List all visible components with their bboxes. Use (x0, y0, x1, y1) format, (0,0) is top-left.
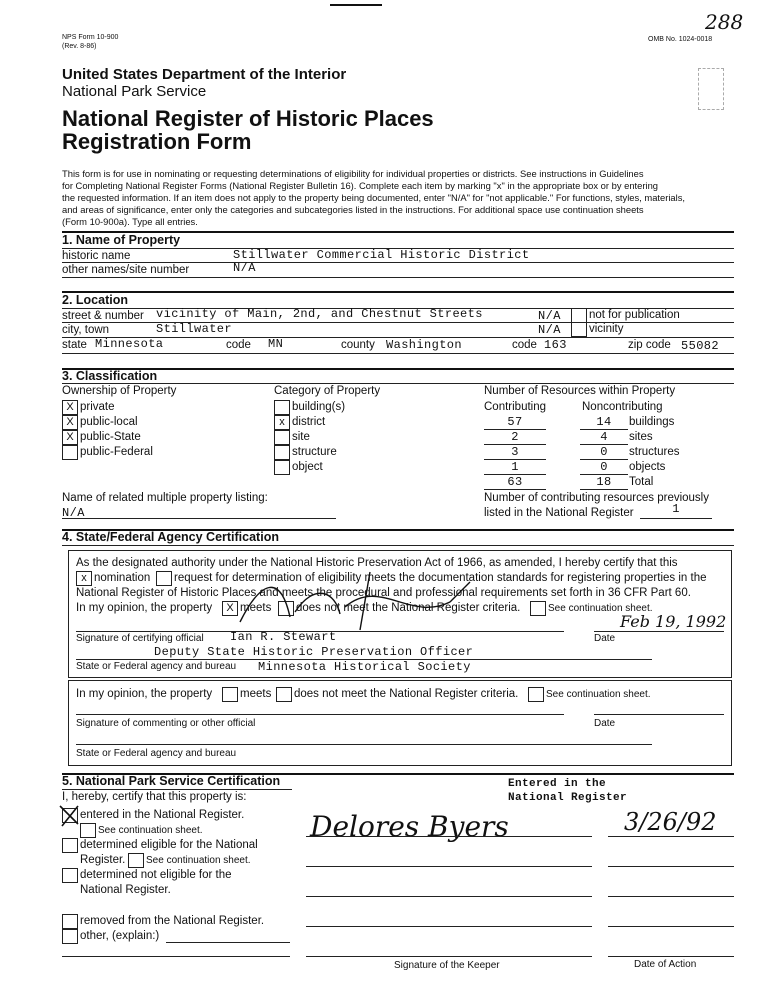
contributing-sites[interactable]: 2 (511, 430, 519, 444)
does-not-meet2-label: does not meet the National Register criteria. (294, 688, 519, 700)
officer-title: Deputy State Historic Preservation Officer (154, 645, 474, 659)
rule (62, 353, 734, 354)
ownership-public-local-checkbox[interactable]: X (62, 415, 78, 430)
rule (76, 744, 652, 745)
resources-heading: Number of Resources within Property (484, 385, 676, 397)
removed-checkbox[interactable] (62, 914, 78, 929)
comment-signature-label: Signature of commenting or other official (76, 718, 256, 729)
city-label: city, town (62, 324, 110, 336)
omb-number: OMB No. 1024-0018 (648, 36, 713, 43)
rule (62, 518, 336, 519)
removed-label: removed from the National Register. (80, 915, 265, 927)
meets-checkbox[interactable]: X (222, 601, 238, 616)
national-register-label: listed in the National Register (484, 507, 634, 519)
other-names-label: other names/site number (62, 264, 190, 276)
not-eligible-checkbox[interactable] (62, 868, 78, 883)
request-checkbox[interactable] (156, 571, 172, 586)
rule (62, 545, 734, 546)
ownership-public-state-checkbox[interactable]: X (62, 430, 78, 445)
rule (608, 926, 734, 927)
keeper-signature: Delores Byers (310, 810, 509, 843)
rule (62, 956, 290, 957)
entered-label: entered in the National Register. (80, 809, 245, 821)
category-heading: Category of Property (274, 385, 381, 397)
street-value[interactable]: vicinity of Main, 2nd, and Chestnut Streets (156, 307, 483, 321)
previously-listed-value[interactable]: 1 (672, 502, 680, 516)
faint-stamp-mark (698, 68, 724, 110)
county-value[interactable]: Washington (386, 338, 463, 352)
register2-label: National Register. (80, 884, 171, 896)
nomination-checkbox[interactable]: x (76, 571, 92, 586)
street-na: N/A (538, 309, 561, 323)
rule (306, 866, 592, 867)
noncontributing-buildings[interactable]: 14 (596, 415, 612, 429)
date2-label: Date (594, 718, 616, 729)
meets2-checkbox[interactable] (222, 687, 238, 702)
rule (306, 926, 592, 927)
noncontributing-structures[interactable]: 0 (600, 445, 608, 459)
city-na: N/A (538, 323, 561, 337)
form-number: NPS Form 10-900 (62, 34, 119, 41)
rule (608, 956, 734, 957)
nps-intro: I, hereby, certify that this property is: (62, 791, 247, 803)
contributing-structures[interactable]: 3 (511, 445, 519, 459)
form-title: National Register of Historic Places (62, 106, 434, 131)
service-name: National Park Service (62, 83, 207, 100)
nomination-label: nomination (94, 572, 151, 584)
noncontributing-total[interactable]: 18 (596, 475, 612, 489)
form-revision: (Rev. 8-86) (62, 43, 97, 50)
keeper-signature-label: Signature of the Keeper (394, 960, 500, 971)
city-value[interactable]: Stillwater (156, 322, 233, 336)
rule (484, 489, 546, 490)
see-continuation2-checkbox[interactable] (528, 687, 544, 702)
rule (306, 836, 592, 837)
rule (580, 489, 628, 490)
rule (76, 714, 564, 715)
other-checkbox[interactable] (62, 929, 78, 944)
resource-label-sites: sites (629, 431, 653, 443)
resource-label-objects: objects (629, 461, 666, 473)
historic-name-value[interactable]: Stillwater Commercial Historic District (233, 248, 530, 262)
ownership-public-federal-checkbox[interactable] (62, 445, 78, 460)
category-structure-label: structure (292, 446, 337, 458)
not-for-publication-label: not for publication (589, 309, 680, 321)
handwritten-ref-number: 288 (705, 10, 744, 34)
contributing-total[interactable]: 63 (507, 475, 523, 489)
certifying-signature-scrawl (220, 562, 480, 632)
certification-text-line1: As the designated authority under the National Historic Preservation Act of 1966, as amended, I hereby certify that this (76, 557, 678, 569)
category-site-label: site (292, 431, 310, 443)
state-label: state (62, 339, 87, 351)
street-label: street & number (62, 310, 144, 322)
rule (594, 714, 724, 715)
department-name: United States Department of the Interior (62, 66, 347, 83)
county-code-label: code (512, 339, 537, 351)
certifying-official-name: Ian R. Stewart (230, 630, 337, 644)
top-scan-mark (330, 4, 382, 6)
ownership-private-label: private (80, 401, 115, 413)
rule (640, 518, 712, 519)
meets-label: meets (240, 602, 272, 614)
entered-see-continuation-checkbox[interactable] (80, 823, 96, 838)
bureau2-label: State or Federal agency and bureau (76, 748, 237, 759)
rule (306, 956, 592, 957)
resource-label-buildings: buildings (629, 416, 675, 428)
category-object-label: object (292, 461, 323, 473)
resource-label-total: Total (629, 476, 654, 488)
does-not-meet-label: does not meet the National Register criteria. (296, 602, 521, 614)
see-continuation-checkbox[interactable] (530, 601, 546, 616)
date-label: Date (594, 633, 616, 644)
entered-see-continuation-label: See continuation sheet. (98, 825, 203, 836)
section-1-title: 1. Name of Property (62, 233, 181, 247)
ownership-heading: Ownership of Property (62, 385, 177, 397)
state-code-label: code (226, 339, 251, 351)
see-continuation-label: See continuation sheet. (548, 603, 653, 614)
determined-eligible-checkbox[interactable] (62, 838, 78, 853)
category-site-checkbox[interactable] (274, 430, 290, 445)
rule (62, 262, 734, 263)
multiple-property-value[interactable]: N/A (62, 506, 85, 520)
request-label: request for determination of eligibility meets the documentation standards for registering properties in the (174, 572, 707, 584)
section-5-title: 5. National Park Service Certification (62, 774, 281, 788)
state-value[interactable]: Minnesota (95, 337, 164, 351)
section-4-title: 4. State/Federal Agency Certification (62, 530, 279, 544)
rule (62, 383, 734, 384)
rule (166, 942, 290, 943)
date-of-action-value: 3/26/92 (624, 808, 717, 836)
county-label: county (341, 339, 375, 351)
ownership-private-checkbox[interactable]: X (62, 400, 78, 415)
section-2-rule (62, 291, 734, 293)
ownership-public-local-label: public-local (80, 416, 138, 428)
eligible-see-continuation-label: See continuation sheet. (146, 855, 251, 866)
zip-value[interactable]: 55082 (681, 339, 720, 353)
does-not-meet2-checkbox[interactable] (276, 687, 292, 702)
rule (594, 631, 724, 632)
rule (62, 789, 292, 790)
register-label: Register. (80, 854, 126, 866)
form-subtitle: Registration Form (62, 129, 252, 154)
meets2-label: meets (240, 688, 272, 700)
date-of-action-label: Date of Action (634, 959, 697, 970)
determined-eligible-label: determined eligible for the National (80, 839, 258, 851)
county-code-value[interactable]: 163 (544, 338, 567, 352)
rule (306, 896, 592, 897)
ownership-public-federal-label: public-Federal (80, 446, 153, 458)
bureau-label: State or Federal agency and bureau (76, 661, 237, 672)
rule (62, 277, 734, 278)
vicinity-label: vicinity (589, 323, 624, 335)
category-structure-checkbox[interactable] (274, 445, 290, 460)
contributing-buildings[interactable]: 57 (507, 415, 523, 429)
section-2-title: 2. Location (62, 293, 128, 307)
category-district-checkbox[interactable]: x (274, 415, 290, 430)
noncontributing-heading: Noncontributing (582, 401, 663, 413)
contributing-objects[interactable]: 1 (511, 460, 519, 474)
rule (76, 631, 564, 632)
previously-listed-label: Number of contributing resources previously (484, 492, 709, 504)
certification-text-line3: National Register of Historic Places and meets the procedural and professional requirements set forth in 36 CFR Part 60. (76, 587, 691, 599)
other-names-value[interactable]: N/A (233, 261, 256, 275)
signature-label: Signature of certifying official (76, 633, 204, 644)
not-eligible-label: determined not eligible for the (80, 869, 232, 881)
state-code-value[interactable]: MN (268, 337, 284, 351)
certification-date-value: Feb 19, 1992 (620, 612, 727, 631)
entered-stamp-line2: National Register (508, 792, 628, 804)
section-3-title: 3. Classification (62, 369, 158, 383)
ownership-public-state-label: public-State (80, 431, 141, 443)
entered-stamp-line1: Entered in the (508, 778, 607, 790)
resource-label-structures: structures (629, 446, 680, 458)
rule (608, 836, 734, 837)
category-object-checkbox[interactable] (274, 460, 290, 475)
entered-check-mark (56, 802, 82, 828)
opinion2-label: In my opinion, the property (76, 688, 213, 700)
eligible-see-continuation-checkbox[interactable] (128, 853, 144, 868)
rule (608, 896, 734, 897)
category-building-label: building(s) (292, 401, 346, 413)
not-for-publication-checkbox[interactable] (571, 308, 587, 323)
see-continuation2-label: See continuation sheet. (546, 689, 651, 700)
bureau-value: Minnesota Historical Society (258, 660, 471, 674)
opinion-label: In my opinion, the property (76, 602, 213, 614)
contributing-heading: Contributing (484, 401, 547, 413)
section-3-rule (62, 368, 734, 370)
category-building-checkbox[interactable] (274, 400, 290, 415)
noncontributing-sites[interactable]: 4 (600, 430, 608, 444)
zip-label: zip code (628, 339, 671, 351)
vicinity-checkbox[interactable] (571, 322, 587, 337)
other-label: other, (explain:) (80, 930, 160, 942)
category-district-label: district (292, 416, 326, 428)
multiple-property-label: Name of related multiple property listing: (62, 492, 268, 504)
historic-name-label: historic name (62, 250, 131, 262)
noncontributing-objects[interactable]: 0 (600, 460, 608, 474)
rule (608, 866, 734, 867)
